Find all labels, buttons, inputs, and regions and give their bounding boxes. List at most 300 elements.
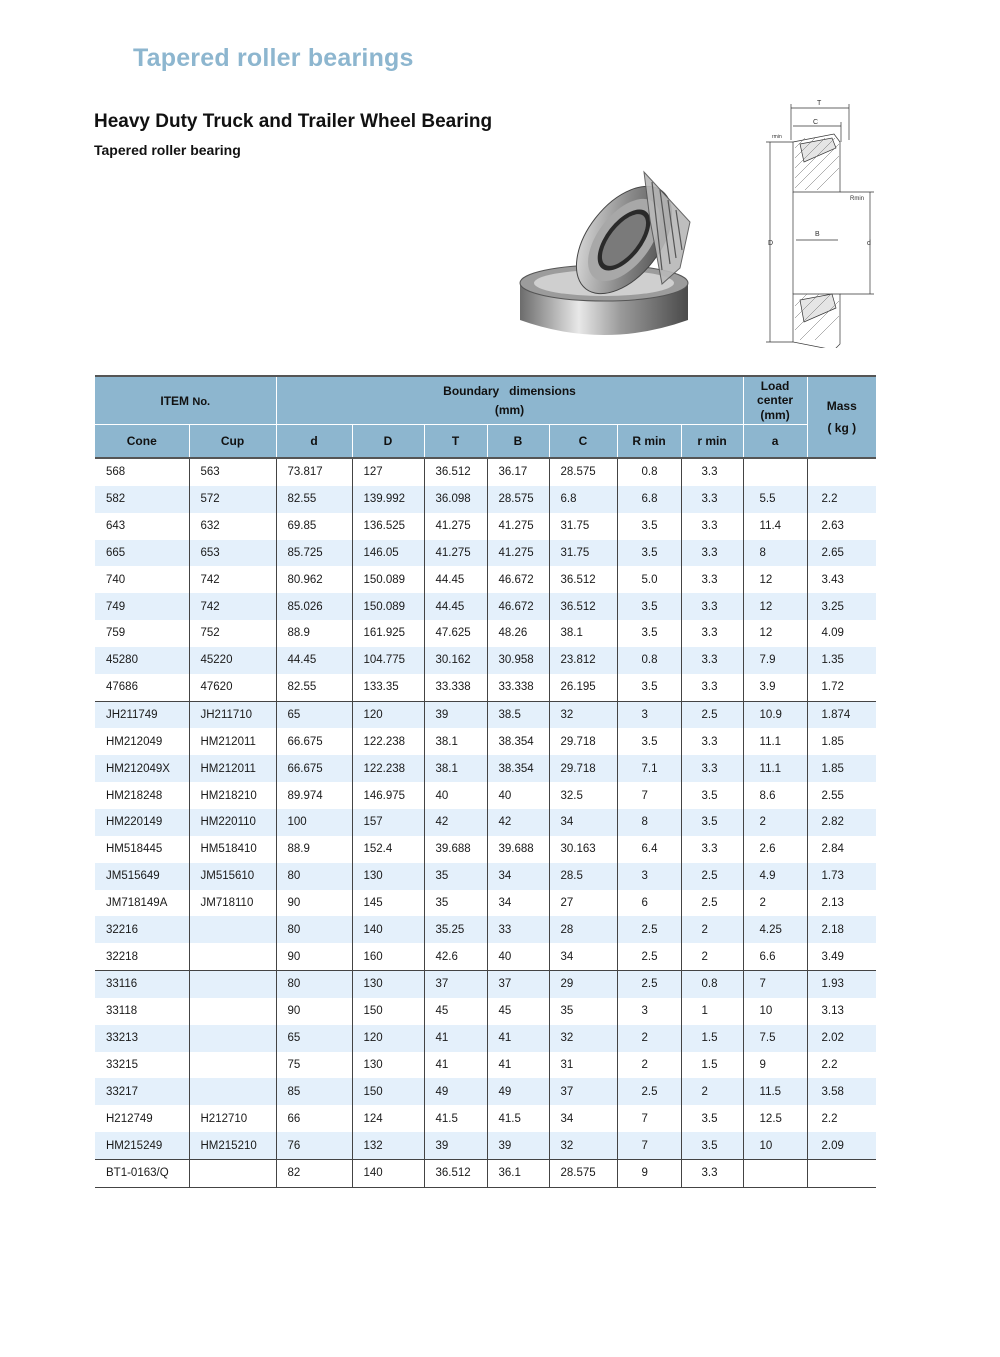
- table-cell: 36.17: [487, 458, 549, 486]
- table-cell: 10: [743, 1132, 807, 1159]
- table-cell: 7: [617, 782, 681, 809]
- table-cell: 34: [549, 943, 617, 970]
- table-cell: 28: [549, 916, 617, 943]
- table-cell: 3.9: [743, 674, 807, 701]
- table-cell: 39: [487, 1132, 549, 1159]
- table-cell: 3.3: [681, 620, 743, 647]
- table-cell: 3.3: [681, 728, 743, 755]
- table-row: [95, 1105, 876, 1132]
- table-cell: 33.338: [424, 674, 487, 701]
- label-d: d: [867, 240, 871, 247]
- table-cell: 30.162: [424, 647, 487, 674]
- column-header: C: [549, 425, 617, 459]
- table-cell: 36.1: [487, 1159, 549, 1187]
- table-cell: 39: [424, 701, 487, 728]
- table-cell: 3.5: [681, 782, 743, 809]
- table-cell: 3.5: [681, 1132, 743, 1159]
- table-cell: 3.3: [681, 513, 743, 540]
- table-cell: 80.962: [276, 566, 352, 593]
- table-cell: JM515649: [95, 863, 189, 890]
- table-cell: 38.1: [424, 728, 487, 755]
- table-cell: 3.13: [807, 998, 876, 1025]
- table-cell: 42.6: [424, 943, 487, 970]
- table-cell: 2.02: [807, 1025, 876, 1052]
- table-cell: 10.9: [743, 701, 807, 728]
- table-cell: [189, 916, 276, 943]
- table-cell: 37: [549, 1078, 617, 1105]
- bearing-spec-table: [95, 375, 876, 1188]
- table-cell: 5.0: [617, 566, 681, 593]
- column-header: Cup: [189, 425, 276, 459]
- table-cell: 41.5: [424, 1105, 487, 1132]
- table-cell: 2.5: [681, 701, 743, 728]
- table-cell: [189, 998, 276, 1025]
- table-cell: 49: [424, 1078, 487, 1105]
- table-cell: 140: [352, 916, 424, 943]
- table-cell: 90: [276, 943, 352, 970]
- table-cell: 1.73: [807, 863, 876, 890]
- table-cell: 643: [106, 520, 126, 533]
- table-cell: 80: [276, 916, 352, 943]
- bearing-photo: [512, 160, 697, 345]
- table-cell: 45280: [95, 647, 189, 674]
- table-cell: 2.09: [807, 1132, 876, 1159]
- table-cell: 568: [106, 466, 126, 479]
- table-cell: 2.2: [807, 486, 876, 513]
- table-cell: 85.725: [276, 540, 352, 567]
- table-cell: [807, 1159, 876, 1187]
- table-row: [95, 647, 876, 674]
- table-cell: 160: [352, 943, 424, 970]
- table-cell: 37: [487, 971, 549, 998]
- table-cell: HM518410: [189, 836, 276, 863]
- table-cell: 1.35: [807, 647, 876, 674]
- table-cell: 32: [549, 701, 617, 728]
- table-cell: 29: [549, 971, 617, 998]
- table-cell: 2.5: [617, 1078, 681, 1105]
- table-cell: 7: [617, 1105, 681, 1132]
- item-header-text: ITEM: [160, 393, 190, 408]
- table-cell: 38.1: [549, 620, 617, 647]
- table-cell: 139.992: [352, 486, 424, 513]
- table-cell: 35: [424, 890, 487, 917]
- table-cell: 82: [276, 1159, 352, 1187]
- table-cell: 32: [549, 1025, 617, 1052]
- table-row: [95, 513, 876, 540]
- table-cell: 39: [424, 1132, 487, 1159]
- load-header-unit: (mm): [760, 407, 790, 422]
- table-cell: 32216: [95, 916, 189, 943]
- table-cell: 11.5: [743, 1078, 807, 1105]
- table-cell: 742: [189, 566, 276, 593]
- table-row: [95, 1159, 876, 1187]
- table-cell: 7: [617, 1132, 681, 1159]
- table-cell: 6.6: [743, 943, 807, 970]
- table-cell: 120: [352, 1025, 424, 1052]
- table-cell: 35.25: [424, 916, 487, 943]
- table-cell: 3: [617, 863, 681, 890]
- table-cell: 7.9: [743, 647, 807, 674]
- load-header-line2: center: [757, 393, 794, 408]
- table-cell: 7.5: [743, 1025, 807, 1052]
- table-cell: 89.974: [276, 782, 352, 809]
- table-row: [95, 863, 876, 890]
- table-cell: 11.1: [743, 728, 807, 755]
- table-cell: 41.275: [424, 540, 487, 567]
- table-cell: 5.5: [743, 486, 807, 513]
- table-cell: [807, 458, 876, 486]
- table-cell: 2: [617, 1025, 681, 1052]
- table-row: [95, 674, 876, 701]
- table-cell: 3.5: [617, 593, 681, 620]
- table-row: [95, 782, 876, 809]
- table-cell: 12: [743, 593, 807, 620]
- table-cell: 3.3: [681, 647, 743, 674]
- table-cell: 33: [487, 916, 549, 943]
- table-cell: 2.5: [617, 971, 681, 998]
- table-cell: 28.575: [549, 458, 617, 486]
- column-header: r min: [681, 425, 743, 459]
- table-cell: 2: [681, 916, 743, 943]
- table-cell: 88.9: [276, 620, 352, 647]
- table-cell: 45220: [189, 647, 276, 674]
- table-row: [95, 998, 876, 1025]
- table-cell: 34: [549, 809, 617, 836]
- table-cell: 2: [681, 1078, 743, 1105]
- table-cell: 2.13: [807, 890, 876, 917]
- table-cell: 150.089: [352, 593, 424, 620]
- label-rmin: rmin: [772, 134, 782, 140]
- table-cell: 41.5: [487, 1105, 549, 1132]
- table-cell: 12.5: [743, 1105, 807, 1132]
- table-cell: HM215249: [95, 1132, 189, 1159]
- table-row: [95, 458, 876, 486]
- table-cell: 3.3: [681, 755, 743, 782]
- table-cell: 44.45: [276, 647, 352, 674]
- table-cell: 66.675: [276, 728, 352, 755]
- table-cell: 69.85: [276, 513, 352, 540]
- table-cell: 34: [549, 1105, 617, 1132]
- table-cell: HM218210: [189, 782, 276, 809]
- table-cell: 66.675: [276, 755, 352, 782]
- table-cell: 32: [549, 1132, 617, 1159]
- table-cell: [189, 1159, 276, 1187]
- table-row: [95, 1078, 876, 1105]
- table-cell: [189, 1078, 276, 1105]
- table-cell: 161.925: [352, 620, 424, 647]
- table-cell: 2.5: [681, 890, 743, 917]
- table-cell: 150.089: [352, 566, 424, 593]
- table-cell: 26.195: [549, 674, 617, 701]
- table-cell: 41.275: [487, 513, 549, 540]
- table-cell: 1.85: [807, 755, 876, 782]
- label-T: T: [817, 100, 822, 107]
- label-C: C: [813, 119, 819, 126]
- table-cell: 1.72: [807, 674, 876, 701]
- table-row: [95, 916, 876, 943]
- table-cell: 665: [95, 540, 189, 567]
- table-cell: 88.9: [276, 836, 352, 863]
- label-Rmin: Rmin: [850, 196, 865, 202]
- table-cell: 742: [189, 593, 276, 620]
- table-cell: 12: [743, 566, 807, 593]
- table-cell: 2.18: [807, 916, 876, 943]
- document-title: Tapered roller bearings: [133, 44, 414, 72]
- table-cell: HM212049X: [95, 755, 189, 782]
- table-cell: 41: [487, 1052, 549, 1079]
- table-cell: 30.958: [487, 647, 549, 674]
- table-cell: 65: [276, 701, 352, 728]
- table-cell: 39.688: [424, 836, 487, 863]
- table-cell: JH211710: [189, 701, 276, 728]
- column-header: D: [352, 425, 424, 459]
- table-cell: 2.55: [807, 782, 876, 809]
- table-cell: 45: [424, 998, 487, 1025]
- table-cell: 31.75: [549, 540, 617, 567]
- table-cell: 100: [276, 809, 352, 836]
- table-cell: 3.3: [681, 458, 743, 486]
- table-cell: 33.338: [487, 674, 549, 701]
- table-cell: 2: [617, 1052, 681, 1079]
- mass-header-text: Mass: [826, 399, 857, 414]
- table-cell: 3.3: [681, 593, 743, 620]
- table-cell: 3.5: [681, 1105, 743, 1132]
- table-cell: HM218248: [106, 789, 163, 802]
- table-cell: 30.163: [549, 836, 617, 863]
- table-cell: 127: [352, 458, 424, 486]
- table-cell: 2.5: [681, 863, 743, 890]
- table-cell: 122.238: [352, 755, 424, 782]
- table-cell: 124: [352, 1105, 424, 1132]
- table-cell: 150: [352, 1078, 424, 1105]
- table-cell: 38.354: [487, 755, 549, 782]
- table-cell: 40: [424, 782, 487, 809]
- table-cell: 33217: [95, 1078, 189, 1105]
- table-cell: 1.93: [807, 971, 876, 998]
- table-cell: 32.5: [549, 782, 617, 809]
- table-cell: 572: [189, 486, 276, 513]
- table-cell: 130: [352, 1052, 424, 1079]
- table-cell: 41: [424, 1052, 487, 1079]
- table-cell: 45: [487, 998, 549, 1025]
- table-cell: 0.8: [617, 458, 681, 486]
- table-row: [95, 701, 876, 728]
- table-cell: 6.8: [617, 486, 681, 513]
- table-cell: 157: [352, 809, 424, 836]
- table-cell: 2.2: [807, 1052, 876, 1079]
- table-cell: 130: [352, 863, 424, 890]
- table-cell: 46.672: [487, 566, 549, 593]
- table-cell: 80: [276, 863, 352, 890]
- table-cell: HM212011: [189, 755, 276, 782]
- item-no-header: [95, 376, 276, 425]
- table-row: [95, 486, 876, 513]
- table-cell: 36.512: [549, 566, 617, 593]
- table-cell: 65: [276, 1025, 352, 1052]
- table-cell: 38.5: [487, 701, 549, 728]
- table-cell: 44.45: [424, 593, 487, 620]
- table-cell: 3.5: [617, 728, 681, 755]
- table-cell: 36.098: [424, 486, 487, 513]
- table-cell: 6: [617, 890, 681, 917]
- column-header: T: [424, 425, 487, 459]
- table-cell: 3: [617, 701, 681, 728]
- table-cell: 3.5: [617, 513, 681, 540]
- table-row: [95, 971, 876, 998]
- table-cell: 3.5: [617, 540, 681, 567]
- table-row: [95, 1132, 876, 1159]
- table-cell: 563: [189, 458, 276, 486]
- column-header: Cone: [95, 425, 189, 459]
- table-cell: 3.3: [681, 540, 743, 567]
- table-cell: 47686: [106, 681, 138, 694]
- table-cell: 4.9: [743, 863, 807, 890]
- table-cell: 46.672: [487, 593, 549, 620]
- table-cell: 3.3: [681, 566, 743, 593]
- table-cell: 29.718: [549, 755, 617, 782]
- table-cell: 41.275: [424, 513, 487, 540]
- table-cell: 1.5: [681, 1025, 743, 1052]
- table-cell: 2.6: [743, 836, 807, 863]
- table-cell: 8: [743, 540, 807, 567]
- table-cell: 76: [276, 1132, 352, 1159]
- table-cell: 3.3: [681, 674, 743, 701]
- table-cell: 38.354: [487, 728, 549, 755]
- table-cell: 47.625: [424, 620, 487, 647]
- table-body: [95, 458, 876, 1187]
- table-cell: 42: [487, 809, 549, 836]
- table-cell: 34: [487, 890, 549, 917]
- boundary-unit-text: (mm): [494, 403, 525, 417]
- table-cell: 140: [352, 1159, 424, 1187]
- table-cell: 3.43: [807, 566, 876, 593]
- table-cell: 82.55: [276, 674, 352, 701]
- table-cell: 90: [276, 998, 352, 1025]
- table-cell: 38.1: [424, 755, 487, 782]
- table-cell: 8.6: [743, 782, 807, 809]
- table-cell: 33215: [106, 1058, 138, 1071]
- table-cell: 3.3: [681, 1159, 743, 1187]
- table-cell: 0.8: [617, 647, 681, 674]
- label-B: B: [815, 231, 820, 238]
- table-cell: 41.275: [487, 540, 549, 567]
- table-cell: 31: [549, 1052, 617, 1079]
- table-cell: 33116: [95, 971, 189, 998]
- table-cell: 8: [617, 809, 681, 836]
- table-cell: HM518445: [106, 843, 163, 856]
- table-cell: 48.26: [487, 620, 549, 647]
- table-cell: 82.55: [276, 486, 352, 513]
- table-cell: 632: [189, 513, 276, 540]
- table-row: [95, 943, 876, 970]
- table-cell: 41: [487, 1025, 549, 1052]
- table-cell: 31.75: [549, 513, 617, 540]
- table-cell: 42: [424, 809, 487, 836]
- table-cell: 1.874: [807, 701, 876, 728]
- table-row: [95, 593, 876, 620]
- mass-header: [807, 376, 876, 458]
- table-cell: 749: [95, 593, 189, 620]
- table-cell: 2.5: [617, 916, 681, 943]
- table-cell: 3.25: [807, 593, 876, 620]
- table-cell: 3.3: [681, 486, 743, 513]
- table-cell: 40: [487, 943, 549, 970]
- boundary-dimensions-header: [276, 376, 743, 425]
- table-cell: 36.512: [549, 593, 617, 620]
- table-cell: 44.45: [424, 566, 487, 593]
- table-cell: [743, 458, 807, 486]
- table-cell: 2.2: [807, 1105, 876, 1132]
- table-cell: JM718149A: [106, 896, 168, 909]
- table-cell: 73.817: [276, 458, 352, 486]
- table-cell: 2.82: [807, 809, 876, 836]
- table-cell: HM220149: [95, 809, 189, 836]
- table-cell: 11.1: [743, 755, 807, 782]
- table-cell: 1.5: [681, 1052, 743, 1079]
- table-cell: 9: [743, 1052, 807, 1079]
- table-cell: 39.688: [487, 836, 549, 863]
- table-cell: HM212049: [106, 735, 163, 748]
- table-row: [95, 755, 876, 782]
- table-cell: [743, 1159, 807, 1187]
- table-cell: 33213: [95, 1025, 189, 1052]
- table-cell: 2.65: [807, 540, 876, 567]
- table-cell: 7: [743, 971, 807, 998]
- table-cell: 10: [743, 998, 807, 1025]
- table-cell: 3.5: [617, 674, 681, 701]
- table-row: [95, 836, 876, 863]
- table-row: [95, 1025, 876, 1052]
- table-cell: 37: [424, 971, 487, 998]
- table-cell: BT1-0163/Q: [95, 1159, 189, 1187]
- table-cell: H212749: [106, 1112, 153, 1125]
- table-cell: 40: [487, 782, 549, 809]
- table-cell: 2.84: [807, 836, 876, 863]
- table-cell: 29.718: [549, 728, 617, 755]
- table-row: [95, 1052, 876, 1079]
- table-cell: 582: [95, 486, 189, 513]
- label-D: D: [768, 240, 774, 247]
- table-cell: [189, 1025, 276, 1052]
- table-cell: 122.238: [352, 728, 424, 755]
- table-cell: 2: [743, 890, 807, 917]
- table-cell: 11.4: [743, 513, 807, 540]
- table-cell: 28.5: [549, 863, 617, 890]
- table-cell: [189, 1052, 276, 1079]
- table-cell: 28.575: [549, 1159, 617, 1187]
- table-cell: HM220110: [189, 809, 276, 836]
- table-cell: 75: [276, 1052, 352, 1079]
- table-cell: 9: [617, 1159, 681, 1187]
- table-cell: 145: [352, 890, 424, 917]
- column-header: a: [743, 425, 807, 459]
- table-cell: 136.525: [352, 513, 424, 540]
- table-cell: 32218: [106, 950, 138, 963]
- table-cell: 49: [487, 1078, 549, 1105]
- table-cell: 2.5: [617, 943, 681, 970]
- table-cell: 33118: [106, 1005, 138, 1018]
- table-cell: [189, 943, 276, 970]
- table-cell: HM215210: [189, 1132, 276, 1159]
- column-header-row: [95, 425, 876, 459]
- table-cell: 4.25: [743, 916, 807, 943]
- table-cell: 12: [743, 620, 807, 647]
- column-header: R min: [617, 425, 681, 459]
- table-cell: 120: [352, 701, 424, 728]
- table-cell: 34: [487, 863, 549, 890]
- table-cell: 132: [352, 1132, 424, 1159]
- boundary-header-text: Boundary dimensions: [443, 383, 576, 398]
